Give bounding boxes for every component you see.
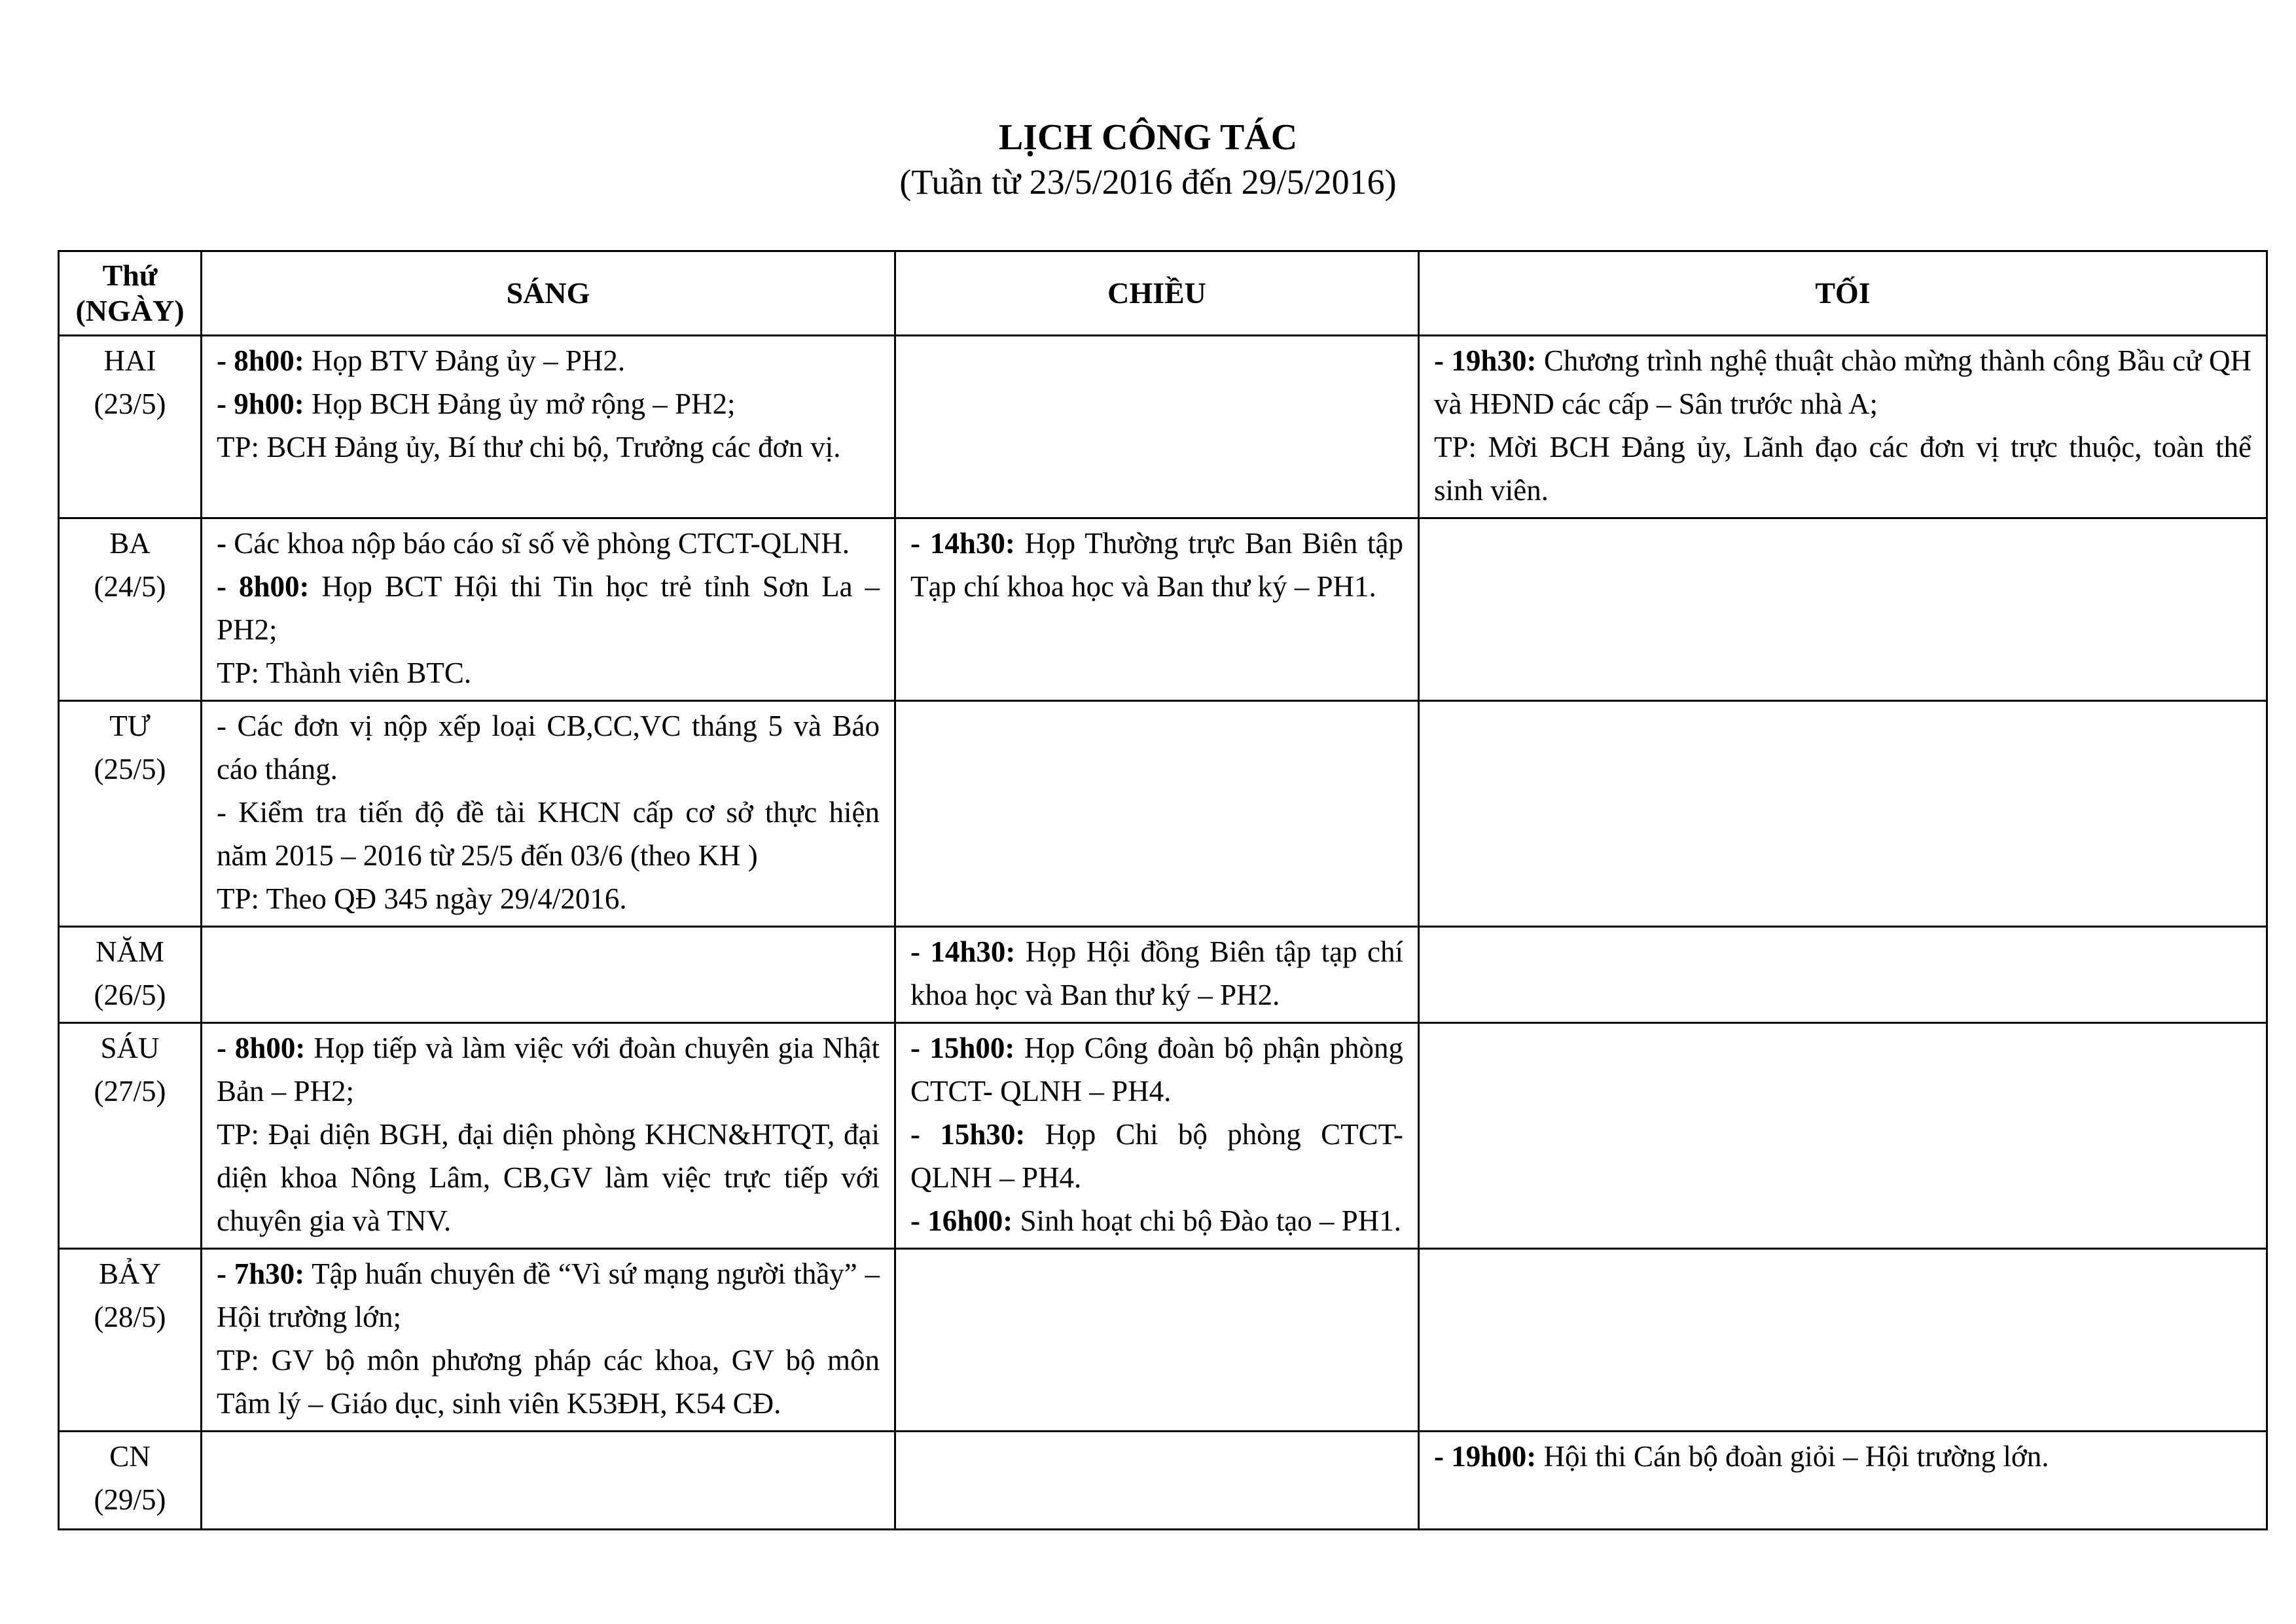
item-time: - 16h00: (910, 1204, 1013, 1237)
item-text: Họp BCH Đảng ủy mở rộng – PH2; (304, 388, 736, 420)
item-time: - 9h00: (217, 388, 304, 420)
schedule-item (1434, 425, 2251, 512)
afternoon-cell (895, 1023, 1419, 1249)
item-time: - 14h30: (910, 527, 1015, 560)
weekday-label: NĂM (95, 935, 164, 968)
item-text: TP: Mời BCH Đảng ủy, Lãnh đạo các đơn vị trực thuộc, toàn thể sinh viên. (1434, 431, 2251, 507)
evening-cell (1419, 1432, 2267, 1530)
date-label: (25/5) (94, 753, 166, 785)
morning-cell (202, 1432, 895, 1530)
item-text: - Kiểm tra tiến độ đề tài KHCN cấp cơ sở thực hiện năm 2015 – 2016 từ 25/5 đến 03/6 (theo KH ) (217, 796, 880, 872)
evening-cell (1419, 927, 2267, 1023)
table-row (59, 701, 2267, 927)
item-time: - 15h30: (910, 1118, 1026, 1151)
item-time: - 7h30: (217, 1257, 305, 1290)
item-time: - 8h00: (217, 344, 304, 377)
weekday-label: TƯ (109, 710, 151, 742)
morning-cell (202, 927, 895, 1023)
table-row (59, 336, 2267, 518)
day-cell (59, 927, 202, 1023)
item-text: - Các đơn vị nộp xếp loại CB,CC,VC tháng 5 và Báo cáo tháng. (217, 710, 880, 785)
item-text: Họp tiếp và làm việc với đoàn chuyên gia Nhật Bản – PH2; (217, 1032, 880, 1108)
item-time: - 15h00: (910, 1032, 1015, 1064)
schedule-item (910, 930, 1403, 1017)
document-title: LỊCH CÔNG TÁC (998, 117, 1298, 158)
schedule-item (910, 522, 1403, 608)
evening-cell (1419, 1249, 2267, 1432)
date-label: (26/5) (94, 979, 166, 1011)
item-text: Họp Chi bộ phòng CTCT-QLNH – PH4. (910, 1118, 1404, 1194)
item-time: - (217, 527, 226, 560)
schedule-item (217, 339, 880, 382)
morning-cell (202, 1023, 895, 1249)
item-text: Họp BTV Đảng ủy – PH2. (304, 344, 626, 377)
schedule-item (910, 1199, 1403, 1242)
item-text: Họp BCT Hội thi Tin học trẻ tỉnh Sơn La – PH2; (217, 570, 880, 646)
day-column-header (59, 251, 202, 336)
item-text: Họp Thường trực Ban Biên tập Tạp chí khoa học và Ban thư ký – PH1. (910, 527, 1404, 603)
afternoon-cell (895, 701, 1419, 927)
day-cell (59, 1432, 202, 1530)
item-time: - 14h30: (910, 935, 1016, 968)
afternoon-cell (895, 927, 1419, 1023)
weekday-label: CN (109, 1440, 151, 1473)
day-cell (59, 518, 202, 701)
weekday-label: HAI (103, 344, 156, 377)
schedule-item (217, 704, 880, 791)
date-label: (29/5) (94, 1483, 166, 1516)
schedule-item (217, 425, 880, 469)
item-text: TP: BCH Đảng ủy, Bí thư chi bộ, Trưởng các đơn vị. (217, 431, 841, 463)
item-text: Hội thi Cán bộ đoàn giỏi – Hội trường lớn. (1536, 1440, 2049, 1473)
item-text: Chương trình nghệ thuật chào mừng thành công Bầu cử QH và HĐND các cấp – Sân trước nhà A; (1434, 344, 2251, 420)
table-row (59, 518, 2267, 701)
schedule-item (1434, 1435, 2251, 1478)
morning-cell (202, 336, 895, 518)
item-time: - 8h00: (217, 570, 310, 603)
item-text: TP: GV bộ môn phương pháp các khoa, GV bộ môn Tâm lý – Giáo dục, sinh viên K53ĐH, K54 CĐ. (217, 1344, 880, 1420)
table-row (59, 927, 2267, 1023)
item-text: Sinh hoạt chi bộ Đào tạo – PH1. (1013, 1204, 1401, 1237)
afternoon-cell (895, 1432, 1419, 1530)
item-text: Họp Công đoàn bộ phận phòng CTCT- QLNH – PH4. (910, 1032, 1403, 1108)
afternoon-column-header: CHIỀU (895, 251, 1419, 336)
date-label: (27/5) (94, 1075, 166, 1108)
day-cell (59, 1023, 202, 1249)
schedule-item (910, 1026, 1403, 1113)
date-label: (28/5) (94, 1301, 166, 1333)
day-cell (59, 336, 202, 518)
weekday-label: BẢY (98, 1257, 161, 1290)
table-row (59, 1432, 2267, 1530)
schedule-item (217, 1026, 880, 1113)
schedule-item (910, 1113, 1403, 1199)
document-subtitle: (Tuần từ 23/5/2016 đến 29/5/2016) (899, 162, 1397, 202)
item-text: TP: Thành viên BTC. (217, 657, 472, 689)
schedule-item (217, 1113, 880, 1242)
morning-column-header: SÁNG (202, 251, 895, 336)
item-text: TP: Đại diện BGH, đại diện phòng KHCN&HTQT, đại diện khoa Nông Lâm, CB,GV làm việc trực tiếp với chuyên gia và TNV. (217, 1118, 880, 1237)
day-header-line2: (NGÀY) (75, 294, 185, 327)
day-cell (59, 701, 202, 927)
morning-cell (202, 701, 895, 927)
schedule-table (58, 250, 2268, 1530)
day-header-line1: Thứ (102, 259, 158, 292)
date-label: (24/5) (94, 570, 166, 603)
date-label: (23/5) (94, 388, 166, 420)
schedule-item (217, 382, 880, 425)
weekday-label: SÁU (100, 1032, 160, 1064)
schedule-item (217, 1339, 880, 1425)
table-row (59, 1249, 2267, 1432)
schedule-item (217, 1252, 880, 1339)
item-text: Họp Hội đồng Biên tập tạp chí khoa học và Ban thư ký – PH2. (910, 935, 1403, 1011)
header-row (59, 251, 2267, 336)
item-time: - 19h00: (1434, 1440, 1537, 1473)
evening-column-header: TỐI (1419, 251, 2267, 336)
evening-cell (1419, 336, 2267, 518)
item-time: - 8h00: (217, 1032, 306, 1064)
afternoon-cell (895, 1249, 1419, 1432)
item-time: - 19h30: (1434, 344, 1537, 377)
schedule-item (217, 877, 880, 920)
morning-cell (202, 1249, 895, 1432)
item-text: Tập huấn chuyên đề “Vì sứ mạng người thầy” – Hội trường lớn; (217, 1257, 880, 1333)
afternoon-cell (895, 518, 1419, 701)
evening-cell (1419, 1023, 2267, 1249)
evening-cell (1419, 518, 2267, 701)
item-text: TP: Theo QĐ 345 ngày 29/4/2016. (217, 882, 627, 915)
afternoon-cell (895, 336, 1419, 518)
schedule-item (1434, 339, 2251, 425)
table-row (59, 1023, 2267, 1249)
schedule-item (217, 565, 880, 651)
evening-cell (1419, 701, 2267, 927)
schedule-item (217, 651, 880, 695)
morning-cell (202, 518, 895, 701)
item-text: Các khoa nộp báo cáo sĩ số về phòng CTCT-QLNH. (226, 527, 850, 560)
schedule-item (217, 791, 880, 877)
schedule-item (217, 522, 880, 565)
day-cell (59, 1249, 202, 1432)
weekday-label: BA (109, 527, 151, 560)
